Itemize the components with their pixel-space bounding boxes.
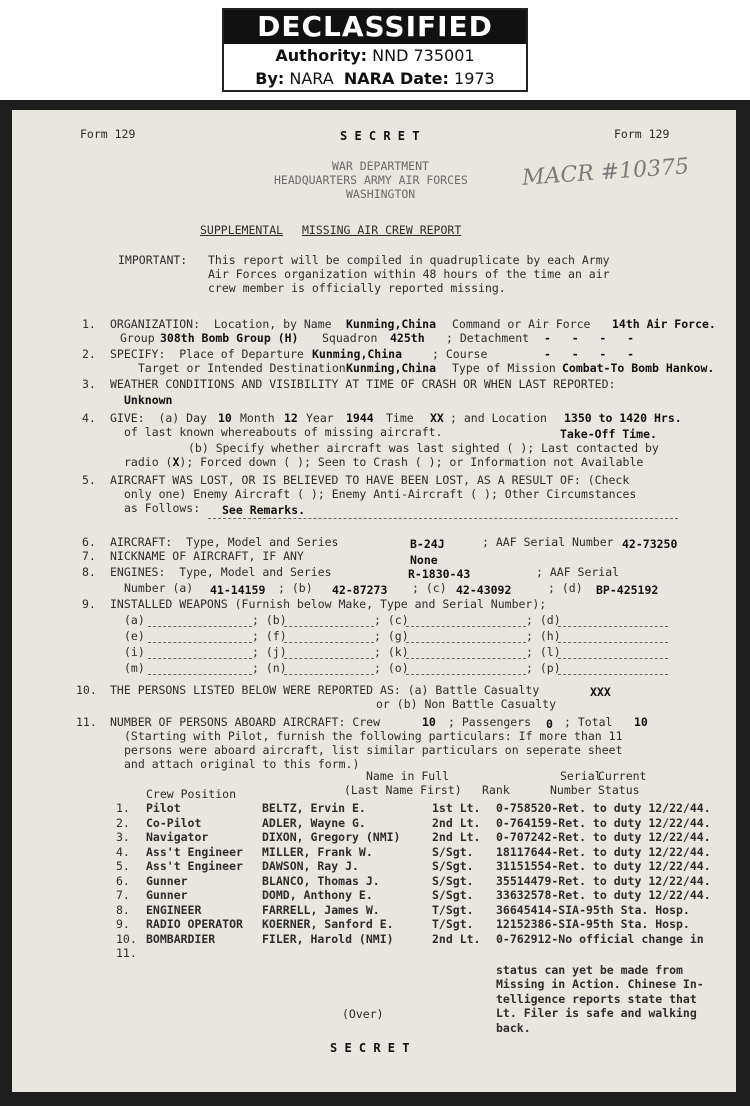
crew-name: ADLER, Wayne G. bbox=[262, 815, 366, 830]
day-value: 10 bbox=[218, 411, 232, 425]
crew-name: FARRELL, James W. bbox=[262, 902, 380, 917]
crew-num: 5. bbox=[116, 859, 130, 873]
status-remark-line: status can yet be made from bbox=[496, 962, 683, 977]
important-line-1: This report will be compiled in quadruplicate by each Army bbox=[208, 253, 610, 267]
crew-serial-status: 0-762912-No official change in bbox=[496, 931, 704, 946]
authority-value: NND 735001 bbox=[372, 46, 475, 65]
nara-date-label: NARA Date: bbox=[343, 69, 449, 88]
weapon-c-label: ; (c) bbox=[374, 613, 409, 627]
header-number: Number bbox=[550, 783, 592, 797]
weapon-line bbox=[406, 674, 526, 675]
report-title: MISSING AIR CREW REPORT bbox=[302, 223, 462, 237]
form-number-right: Form 129 bbox=[614, 127, 670, 141]
crew-serial-status: 12152386-SIA-95th Sta. Hosp. bbox=[496, 917, 690, 931]
stamp-by bbox=[224, 67, 526, 90]
item-11-number: 11. bbox=[76, 715, 97, 729]
weapon-o-label: ; (o) bbox=[374, 661, 409, 675]
crew-serial-status: 0-764159-Ret. to duty 12/22/44. bbox=[496, 815, 711, 830]
crew-name: DAWSON, Ray J. bbox=[262, 859, 359, 873]
crew-serial-status: 0-758520-Ret. to duty 12/22/44. bbox=[496, 801, 711, 815]
crew-num: 3. bbox=[116, 830, 130, 844]
loss-cause-line-2: only one) Enemy Aircraft ( ); Enemy Anti-Aircraft ( ); Other Circumstances bbox=[124, 487, 637, 501]
header-rank: Rank bbox=[482, 783, 510, 797]
weapon-a-label: (a) bbox=[124, 613, 145, 627]
weapon-n-label: ; (n) bbox=[252, 661, 287, 675]
crew-position: Pilot bbox=[146, 801, 181, 815]
radio-label: radio ( bbox=[124, 455, 173, 469]
engines-label: ENGINES: Type, Model and Series bbox=[110, 565, 332, 579]
engine-a-label: Number (a) bbox=[124, 581, 194, 595]
weapon-g-label: ; (g) bbox=[374, 629, 409, 643]
crew-num: 6. bbox=[116, 873, 130, 888]
weapon-line bbox=[558, 658, 668, 659]
form-number-left: Form 129 bbox=[80, 127, 136, 141]
item-1-number: 1. bbox=[82, 317, 96, 331]
header-status: Status bbox=[598, 783, 640, 797]
weapon-line bbox=[406, 658, 526, 659]
important-line-2: Air Forces organization within 48 hours of the time an air bbox=[208, 267, 610, 281]
crew-rank: S/Sgt. bbox=[432, 844, 474, 859]
detachment-label: ; Detachment bbox=[446, 331, 530, 345]
engine-c-label: ; (c) bbox=[412, 581, 447, 595]
stamp-authority bbox=[224, 44, 526, 67]
document-page bbox=[12, 110, 736, 1092]
non-battle-casualty-label: or (b) Non Battle Casualty bbox=[376, 697, 557, 711]
crew-num: 4. bbox=[116, 844, 130, 859]
mission-type-value: Combat-To Bomb Hankow. bbox=[562, 361, 715, 375]
crew-rank: 2nd Lt. bbox=[432, 815, 481, 830]
by-label: By: bbox=[255, 69, 285, 88]
weapon-line bbox=[558, 674, 668, 675]
nickname-label: NICKNAME OF AIRCRAFT, IF ANY bbox=[110, 549, 304, 563]
crew-rank: 1st Lt. bbox=[432, 801, 481, 815]
instructions-line-2: persons were aboard aircraft, list similar particulars on seperate sheet bbox=[124, 743, 623, 757]
total-label: ; Total bbox=[564, 715, 613, 729]
passengers-label: ; Passengers bbox=[448, 715, 532, 729]
weapon-j-label: ; (j) bbox=[252, 645, 287, 659]
engine-b-serial: 42-87273 bbox=[332, 583, 388, 597]
instructions-line-3: and attach original to this form.) bbox=[124, 757, 360, 771]
aircraft-serial-label: ; AAF Serial Number bbox=[482, 535, 614, 549]
battle-casualty-value: XXX bbox=[590, 685, 611, 699]
crew-num: 9. bbox=[116, 917, 130, 931]
crew-position: ENGINEER bbox=[146, 902, 202, 917]
course-value: - - - - bbox=[544, 347, 635, 361]
item-2-number: 2. bbox=[82, 347, 96, 361]
crew-serial-status: 35514479-Ret. to duty 12/22/44. bbox=[496, 873, 711, 888]
item-3-number: 3. bbox=[82, 377, 96, 391]
loss-cause-underline bbox=[208, 518, 678, 519]
crew-position: RADIO OPERATOR bbox=[146, 917, 243, 931]
weapon-m-label: (m) bbox=[124, 661, 145, 675]
organization-label: ORGANIZATION: Location, by Name bbox=[110, 317, 332, 331]
crew-position: Gunner bbox=[146, 873, 188, 888]
weapon-f-label: ; (f) bbox=[252, 629, 287, 643]
header-serial: Serial bbox=[560, 769, 602, 783]
status-remark-line: telligence reports state that bbox=[496, 991, 697, 1006]
important-label: IMPORTANT: bbox=[118, 253, 188, 267]
group-label: Group bbox=[120, 331, 155, 345]
crew-num: 2. bbox=[116, 815, 130, 830]
weapon-d-label: ; (d) bbox=[526, 613, 561, 627]
engines-type-value: R-1830-43 bbox=[408, 567, 471, 581]
detachment-value: - - - - bbox=[544, 331, 635, 345]
weapon-line bbox=[284, 674, 374, 675]
crew-name: BLANCO, Thomas J. bbox=[262, 873, 380, 888]
secret-marking-top: S E C R E T bbox=[340, 129, 420, 143]
crew-name: KOERNER, Sanford E. bbox=[262, 917, 394, 931]
city-name: WASHINGTON bbox=[346, 187, 416, 201]
crew-rank: S/Sgt. bbox=[432, 873, 474, 888]
handwritten-macr-number: MACR #10375 bbox=[521, 154, 690, 191]
crew-name: DIXON, Gregory (NMI) bbox=[262, 830, 401, 844]
crew-rank: S/Sgt. bbox=[432, 859, 474, 873]
header-last-name-first: (Last Name First) bbox=[344, 783, 462, 797]
weapon-k-label: ; (k) bbox=[374, 645, 409, 659]
item-9-number: 9. bbox=[82, 597, 96, 611]
crew-position: Navigator bbox=[146, 830, 209, 844]
squadron-label: Squadron bbox=[322, 331, 378, 345]
whereabouts-text: of last known whereabouts of missing aircraft. bbox=[124, 425, 443, 439]
crew-rank: S/Sgt. bbox=[432, 888, 474, 902]
departure-value: Kunming,China bbox=[312, 347, 403, 361]
persons-aboard-label: NUMBER OF PERSONS ABOARD AIRCRAFT: Crew bbox=[110, 715, 381, 729]
nara-date-value: 1973 bbox=[454, 69, 495, 88]
weapon-h-label: ; (h) bbox=[526, 629, 561, 643]
year-label: Year bbox=[306, 411, 334, 425]
passengers-count: 0 bbox=[546, 717, 553, 731]
loss-cause-label: as Follows: bbox=[124, 501, 201, 515]
engine-d-serial: BP-425192 bbox=[596, 583, 659, 597]
weapon-b-label: ; (b) bbox=[252, 613, 287, 627]
command-value: 14th Air Force. bbox=[612, 317, 716, 331]
crew-name: MILLER, Frank W. bbox=[262, 844, 373, 859]
location-label: ; and Location bbox=[450, 411, 547, 425]
engine-d-label: ; (d) bbox=[548, 581, 583, 595]
command-label: Command or Air Force bbox=[452, 317, 591, 331]
headquarters-name: HEADQUARTERS ARMY AIR FORCES bbox=[274, 173, 468, 187]
weapon-p-label: ; (p) bbox=[526, 661, 561, 675]
crew-num: 10. bbox=[116, 931, 137, 946]
report-title-supplemental: SUPPLEMENTAL bbox=[200, 223, 284, 237]
month-value: 12 bbox=[284, 411, 298, 425]
weapon-line bbox=[558, 626, 668, 627]
destination-value: Kunming,China bbox=[346, 361, 437, 375]
crew-rank: 2nd Lt. bbox=[432, 931, 481, 946]
item-8-number: 8. bbox=[82, 565, 96, 579]
item-6-number: 6. bbox=[82, 535, 96, 549]
status-remark-line: Missing in Action. Chinese In- bbox=[496, 977, 704, 991]
status-remark-line: Lt. Filer is safe and walking bbox=[496, 1006, 697, 1020]
month-label: Month bbox=[240, 411, 275, 425]
weather-value: Unknown bbox=[124, 393, 173, 407]
weapon-line bbox=[148, 642, 252, 643]
location-value: 1350 to 1420 Hrs. bbox=[564, 411, 682, 425]
crew-rank: T/Sgt. bbox=[432, 917, 474, 931]
crew-serial-status: 36645414-SIA-95th Sta. Hosp. bbox=[496, 902, 690, 917]
contact-status-line bbox=[124, 456, 643, 469]
weapon-line bbox=[284, 642, 374, 643]
crew-serial-status: 33632578-Ret. to duty 12/22/44. bbox=[496, 888, 711, 902]
weapon-line bbox=[406, 642, 526, 643]
crew-num: 1. bbox=[116, 801, 130, 815]
radio-check: X bbox=[172, 455, 180, 469]
loss-cause-line-1: AIRCRAFT WAS LOST, OR IS BELIEVED TO HAVE BEEN LOST, AS A RESULT OF: (Check bbox=[110, 473, 630, 487]
instructions-line-1: (Starting with Pilot, furnish the following particulars: If more than 11 bbox=[124, 729, 623, 743]
stamp-title: DECLASSIFIED bbox=[224, 10, 526, 44]
crew-serial-status: 0-707242-Ret. to duty 12/22/44. bbox=[496, 830, 711, 844]
crew-name: DOMD, Anthony E. bbox=[262, 888, 373, 902]
department-name: WAR DEPARTMENT bbox=[332, 159, 429, 173]
item-7-number: 7. bbox=[82, 549, 96, 563]
weather-label: WEATHER CONDITIONS AND VISIBILITY AT TIME OF CRASH OR WHEN LAST REPORTED: bbox=[110, 377, 616, 391]
engine-a-serial: 41-14159 bbox=[210, 583, 266, 597]
destination-label: Target or Intended Destination bbox=[138, 361, 346, 375]
weapon-line bbox=[284, 626, 374, 627]
departure-label: SPECIFY: Place of Departure bbox=[110, 347, 304, 361]
crew-position: BOMBARDIER bbox=[146, 931, 216, 946]
group-value: 308th Bomb Group (H) bbox=[160, 331, 299, 345]
aircraft-type-value: B-24J bbox=[410, 537, 445, 551]
crew-num: 8. bbox=[116, 902, 130, 917]
header-current: Current bbox=[598, 769, 647, 783]
engine-b-label: ; (b) bbox=[278, 581, 313, 595]
weapon-line bbox=[148, 674, 252, 675]
weapon-e-label: (e) bbox=[124, 629, 145, 643]
weapon-line bbox=[406, 626, 526, 627]
aircraft-type-label: AIRCRAFT: Type, Model and Series bbox=[110, 535, 339, 549]
header-name-in-full: Name in Full bbox=[366, 769, 450, 783]
crew-position: Co-Pilot bbox=[146, 815, 202, 830]
squadron-value: 425th bbox=[390, 331, 425, 345]
mission-type-label: Type of Mission bbox=[452, 361, 556, 375]
important-line-3: crew member is officially reported missing. bbox=[208, 281, 506, 295]
authority-label: Authority: bbox=[275, 46, 368, 65]
year-value: 1944 bbox=[346, 411, 374, 425]
forced-down-text: ); Forced down ( ); Seen to Crash ( ); or Information not Available bbox=[179, 455, 644, 469]
weapon-i-label: (i) bbox=[124, 645, 145, 659]
engine-c-serial: 42-43092 bbox=[456, 583, 512, 597]
engines-serial-label: ; AAF Serial bbox=[536, 565, 620, 579]
item-5-number: 5. bbox=[82, 473, 96, 487]
crew-serial-status: 18117644-Ret. to duty 12/22/44. bbox=[496, 844, 711, 859]
crew-num: 7. bbox=[116, 888, 130, 902]
crew-serial-status: 31151554-Ret. to duty 12/22/44. bbox=[496, 859, 711, 873]
crew-position: Ass't Engineer bbox=[146, 859, 243, 873]
crew-name: FILER, Harold (NMI) bbox=[262, 931, 394, 946]
total-count: 10 bbox=[634, 715, 648, 729]
weapon-line bbox=[558, 642, 668, 643]
organization-location: Kunming,China bbox=[346, 317, 437, 331]
nickname-value: None bbox=[410, 553, 438, 567]
weapon-line bbox=[284, 658, 374, 659]
crew-position: Ass't Engineer bbox=[146, 844, 243, 859]
crew-name: BELTZ, Ervin E. bbox=[262, 801, 366, 815]
crew-rank: T/Sgt. bbox=[432, 902, 474, 917]
over-text: (Over) bbox=[342, 1007, 384, 1021]
day-label: GIVE: (a) Day bbox=[110, 411, 207, 425]
time-label: Time bbox=[386, 411, 414, 425]
crew-rank: 2nd Lt. bbox=[432, 830, 481, 844]
declassified-stamp bbox=[222, 8, 528, 92]
crew-position: Gunner bbox=[146, 888, 188, 902]
crew-count: 10 bbox=[422, 715, 436, 729]
by-value: NARA bbox=[289, 69, 334, 88]
takeoff-time-note: Take-Off Time. bbox=[560, 427, 657, 441]
weapon-line bbox=[148, 658, 252, 659]
time-value: XX bbox=[430, 411, 444, 425]
last-sighted-text: (b) Specify whether aircraft was last sighted ( ); Last contacted by bbox=[188, 441, 659, 455]
item-10-number: 10. bbox=[76, 683, 97, 697]
loss-cause-value: See Remarks. bbox=[222, 503, 306, 517]
weapons-label: INSTALLED WEAPONS (Furnish below Make, Type and Serial Number); bbox=[110, 597, 547, 611]
weapon-line bbox=[148, 626, 252, 627]
item-4-number: 4. bbox=[82, 411, 96, 425]
header-crew-position: Crew Position bbox=[146, 787, 237, 801]
aircraft-serial-value: 42-73250 bbox=[622, 537, 678, 551]
casualty-label: THE PERSONS LISTED BELOW WERE REPORTED AS: (a) Battle Casualty bbox=[110, 683, 540, 697]
secret-marking-bottom: S E C R E T bbox=[330, 1041, 410, 1055]
course-label: ; Course bbox=[432, 347, 488, 361]
weapon-l-label: ; (l) bbox=[526, 645, 561, 659]
status-remark-line: back. bbox=[496, 1020, 531, 1035]
crew-num: 11. bbox=[116, 946, 137, 960]
